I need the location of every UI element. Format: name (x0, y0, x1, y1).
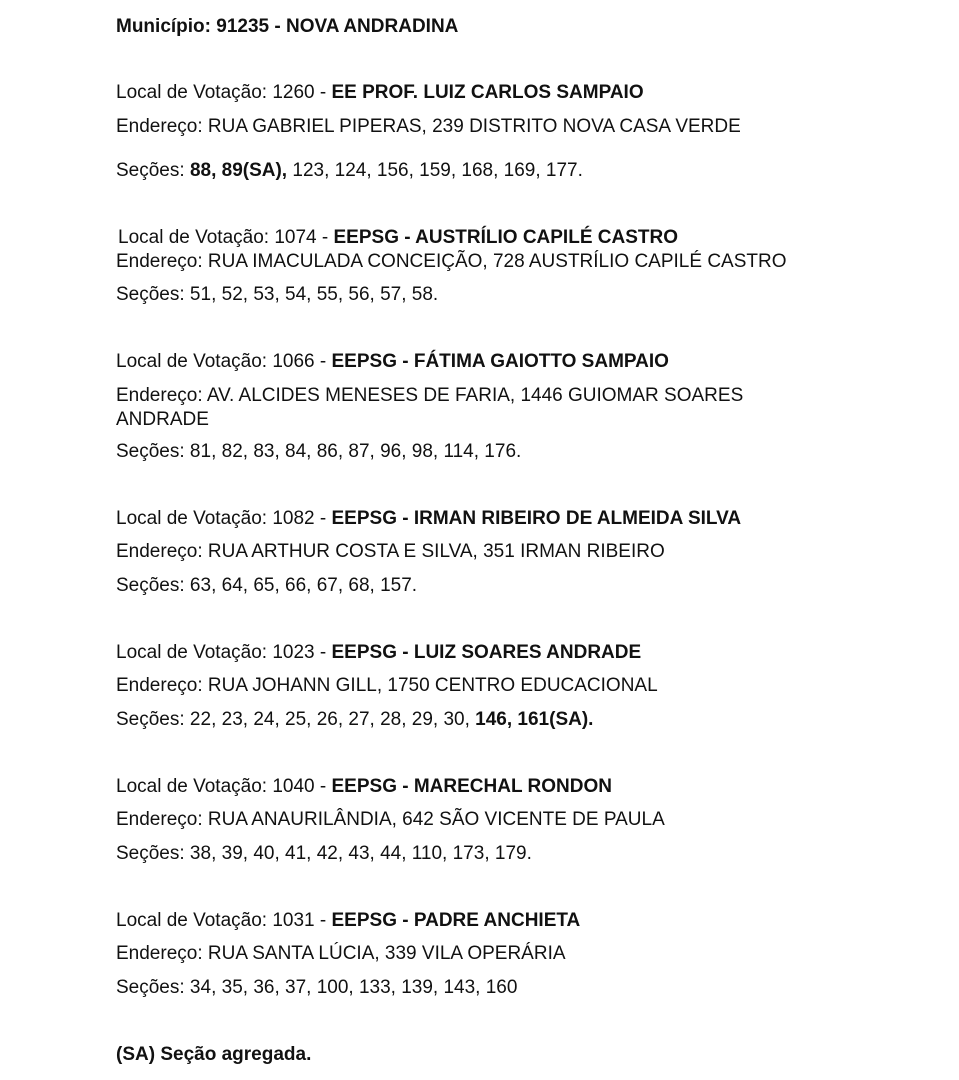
local-name: EEPSG - PADRE ANCHIETA (331, 910, 581, 931)
local-name: EEPSG - FÁTIMA GAIOTTO SAMPAIO (331, 351, 669, 372)
local-name: EE PROF. LUIZ CARLOS SAMPAIO (331, 82, 644, 103)
endereco-line: Endereço: RUA GABRIEL PIPERAS, 239 DISTRITO NOVA CASA VERDE (116, 116, 741, 137)
local-votacao-line (116, 910, 580, 932)
local-prefix: Local de Votação: 1040 - (116, 776, 332, 797)
endereco-line: Endereço: RUA JOHANN GILL, 1750 CENTRO EDUCACIONAL (116, 675, 658, 696)
local-votacao-line (116, 642, 641, 664)
secoes-line (116, 709, 593, 731)
local-prefix: Local de Votação: 1023 - (116, 642, 332, 663)
secoes-line: Seções: 63, 64, 65, 66, 67, 68, 157. (116, 575, 418, 596)
secoes-line (116, 160, 583, 182)
secoes-line: Seções: 38, 39, 40, 41, 42, 43, 44, 110, 173, 179. (116, 843, 532, 864)
secoes-bold: 146, 161(SA). (475, 709, 594, 730)
secoes-line: Seções: 34, 35, 36, 37, 100, 133, 139, 143, 160 (116, 977, 518, 998)
secoes-prefix: Seções: (116, 160, 190, 181)
local-prefix: Local de Votação: 1031 - (116, 910, 332, 931)
local-name: EEPSG - MARECHAL RONDON (331, 776, 612, 797)
local-votacao-line (116, 82, 644, 104)
local-prefix: Local de Votação: 1074 - (118, 227, 334, 248)
endereco-line: Endereço: RUA ARTHUR COSTA E SILVA, 351 IRMAN RIBEIRO (116, 541, 665, 562)
local-votacao-line (116, 776, 612, 798)
local-name: EEPSG - AUSTRÍLIO CAPILÉ CASTRO (333, 227, 678, 248)
secoes-line: Seções: 81, 82, 83, 84, 86, 87, 96, 98, 114, 176. (116, 441, 522, 462)
local-prefix: Local de Votação: 1082 - (116, 508, 332, 529)
secoes-rest: 123, 124, 156, 159, 168, 169, 177. (287, 160, 583, 181)
local-prefix: Local de Votação: 1260 - (116, 82, 332, 103)
secoes-prefix: Seções: 22, 23, 24, 25, 26, 27, 28, 29, 30, (116, 709, 476, 730)
endereco-line: Endereço: RUA SANTA LÚCIA, 339 VILA OPERÁRIA (116, 943, 566, 964)
secoes-bold: 88, 89(SA), (189, 160, 288, 181)
local-name: EEPSG - LUIZ SOARES ANDRADE (331, 642, 642, 663)
endereco-line: Endereço: RUA ANAURILÂNDIA, 642 SÃO VICENTE DE PAULA (116, 809, 665, 830)
local-prefix: Local de Votação: 1066 - (116, 351, 332, 372)
footnote: (SA) Seção agregada. (116, 1044, 312, 1065)
endereco-line: Endereço: RUA IMACULADA CONCEIÇÃO, 728 AUSTRÍLIO CAPILÉ CASTRO (116, 251, 787, 272)
endereco-line: Endereço: AV. ALCIDES MENESES DE FARIA, 1446 GUIOMAR SOARES ANDRADE (116, 385, 744, 430)
local-votacao-line (116, 351, 669, 373)
local-votacao-line (118, 227, 678, 249)
local-name: EEPSG - IRMAN RIBEIRO DE ALMEIDA SILVA (331, 508, 742, 529)
local-votacao-line (116, 508, 741, 530)
secoes-line: Seções: 51, 52, 53, 54, 55, 56, 57, 58. (116, 284, 439, 305)
municipio-heading: Município: 91235 - NOVA ANDRADINA (116, 16, 459, 37)
